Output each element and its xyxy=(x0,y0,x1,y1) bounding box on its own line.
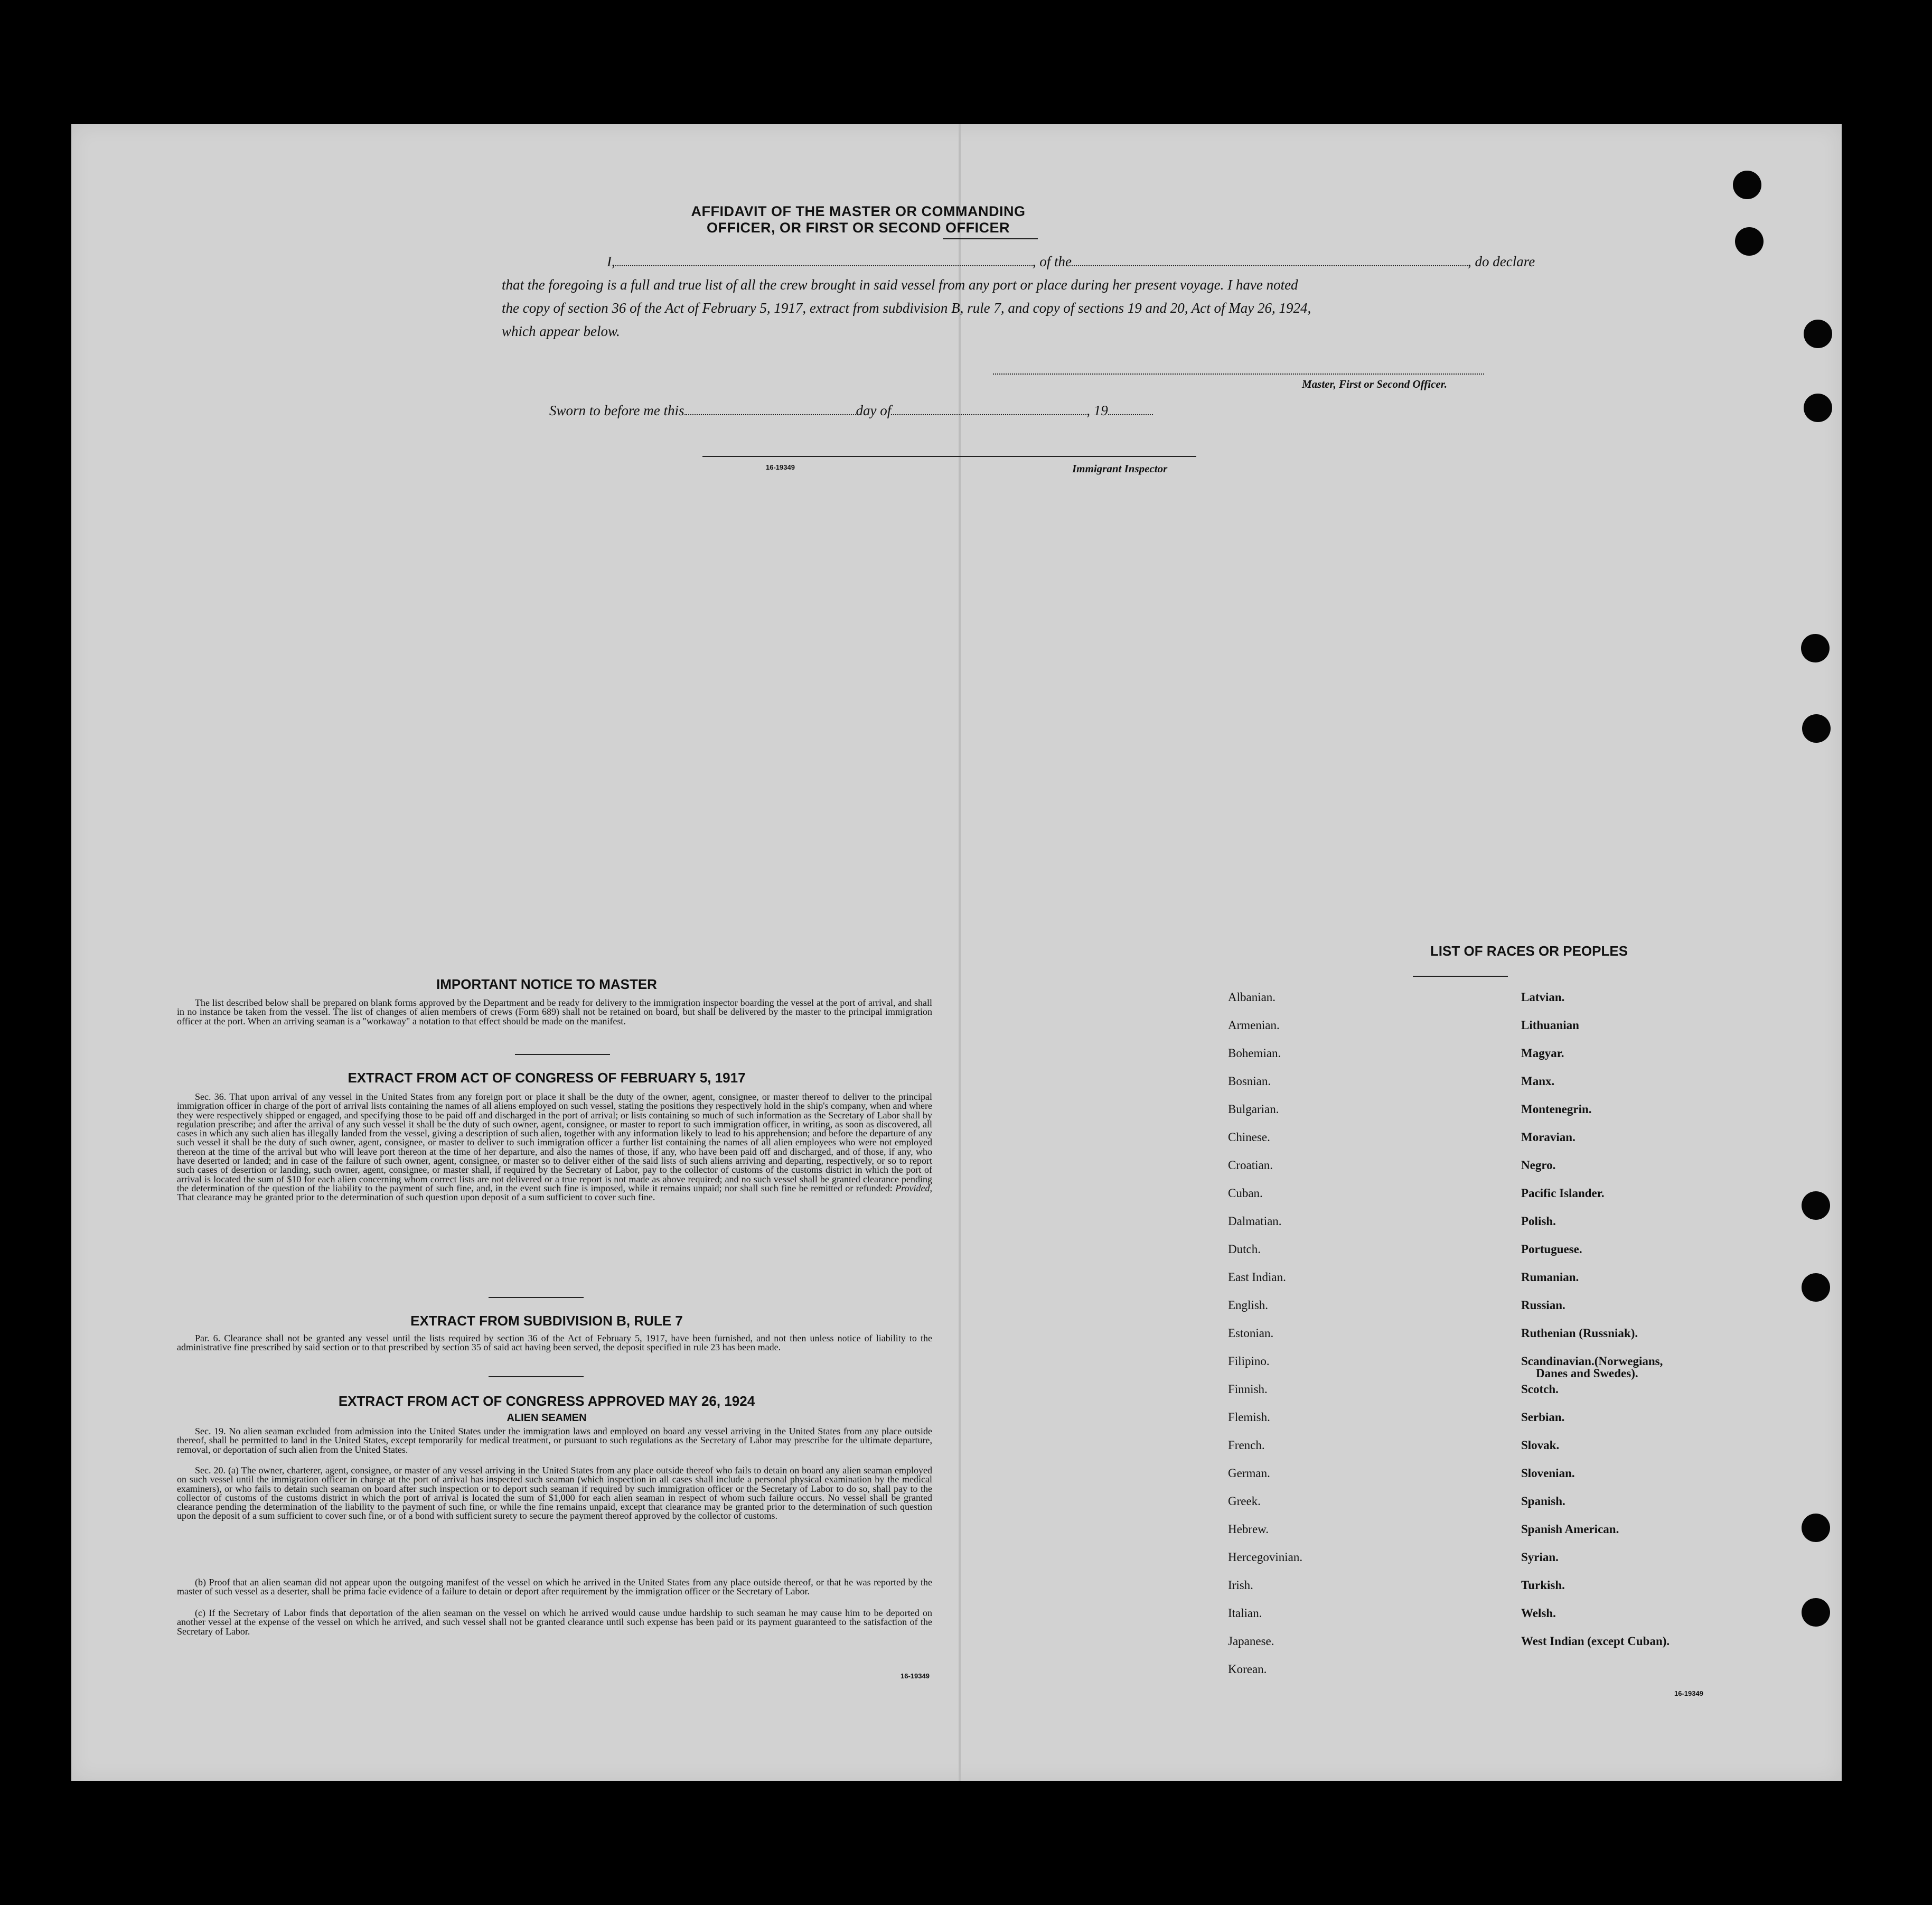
month-field[interactable] xyxy=(891,400,1086,415)
race-item: Irish. xyxy=(1228,1579,1253,1592)
race-item: Hebrew. xyxy=(1228,1523,1269,1536)
divider xyxy=(489,1376,584,1377)
race-item: Spanish American. xyxy=(1521,1523,1619,1536)
race-item: French. xyxy=(1228,1439,1265,1452)
race-item: Welsh. xyxy=(1521,1607,1556,1620)
race-item: Rumanian. xyxy=(1521,1271,1579,1284)
day-field[interactable] xyxy=(684,400,856,415)
day-of-label: day of xyxy=(856,403,892,418)
race-item: East Indian. xyxy=(1228,1271,1286,1284)
inspector-line[interactable] xyxy=(702,456,1196,457)
of-the-label: , of the xyxy=(1032,254,1072,269)
punch-hole xyxy=(1802,1598,1830,1627)
race-item: Finnish. xyxy=(1228,1383,1268,1396)
race-item: English. xyxy=(1228,1299,1269,1312)
race-item: Bulgarian. xyxy=(1228,1103,1279,1116)
race-item: Manx. xyxy=(1521,1075,1555,1088)
vessel-field[interactable] xyxy=(1072,251,1468,266)
race-item: Slovak. xyxy=(1521,1439,1560,1452)
extract-1917-title: EXTRACT FROM ACT OF CONGRESS OF FEBRUARY 5, 1917 xyxy=(348,1070,746,1086)
extract-1917-text xyxy=(177,1092,932,1202)
provided-label: Provided, xyxy=(895,1182,932,1193)
year-label: , 19 xyxy=(1086,403,1108,418)
race-item: Negro. xyxy=(1521,1159,1556,1172)
race-item: Slovenian. xyxy=(1521,1467,1575,1480)
race-item: Scotch. xyxy=(1521,1383,1559,1396)
notice-title: IMPORTANT NOTICE TO MASTER xyxy=(436,976,657,992)
notice-text: The list described below shall be prepared on blank forms approved by the Department and be ready for delivery to the immigration inspector boarding the vessel at the port of arrival, and shall in no instance be taken from the vessel. The list of changes of alien members of crews (Form 689) shall not be retained on board, but shall be delivered by the master to the principal immigration officer at the port. When an arriving seaman is a "workaway" a notation to that effect should be made on the manifest. xyxy=(177,997,932,1026)
divider xyxy=(515,1054,610,1055)
race-item: Flemish. xyxy=(1228,1411,1270,1424)
race-item: Russian. xyxy=(1521,1299,1565,1312)
race-item: Syrian. xyxy=(1521,1551,1559,1564)
race-item: Spanish. xyxy=(1521,1495,1565,1508)
punch-hole xyxy=(1735,227,1764,256)
race-item: Bosnian. xyxy=(1228,1075,1271,1088)
race-item: Serbian. xyxy=(1521,1411,1565,1424)
affidavit-line-1 xyxy=(502,250,1535,273)
race-item: Scandinavian.(Norwegians, xyxy=(1521,1355,1663,1368)
sec20b-text: (b) Proof that an alien seaman did not appear upon the outgoing manifest of the vessel on which he arrived in the United States from any place outside thereof, or that he was reported by the master of such vessel as a deserter, shall be prima facie evidence of a failure to detain or deport after requirement by the immigration officer or the Secretary of Labor. xyxy=(177,1577,932,1597)
race-item: Albanian. xyxy=(1228,991,1276,1004)
signature-label: Master, First or Second Officer. xyxy=(1302,378,1447,390)
race-item: Pacific Islander. xyxy=(1521,1187,1605,1200)
race-item: Chinese. xyxy=(1228,1131,1270,1144)
affidavit-line-4: which appear below. xyxy=(502,323,620,339)
race-item: Cuban. xyxy=(1228,1187,1263,1200)
center-fold xyxy=(959,124,961,1781)
race-item: Korean. xyxy=(1228,1663,1267,1676)
race-item: Filipino. xyxy=(1228,1355,1270,1368)
punch-hole xyxy=(1804,320,1832,348)
inspector-label: Immigrant Inspector xyxy=(1072,462,1168,475)
race-item: Portuguese. xyxy=(1521,1243,1582,1256)
sworn-label: Sworn to before me this xyxy=(549,403,684,418)
race-item: Bohemian. xyxy=(1228,1047,1281,1060)
sec20a-text: Sec. 20. (a) The owner, charterer, agent, consignee, or master of any vessel arriving in the United States from any place outside thereof who fails to detain on board any alien seaman employed on such vessel until the immigration officer in charge at the port of arrival has inspected such seaman (which inspection in all cases shall include a personal physical examination by the medical examiners), or who fails to detain such seaman on board after such inspection or to deport such seaman if required by such immigration officer or the Secretary of Labor to do so, shall pay to the collector of customs of the customs district in which the port of arrival is located the sum of $1,000 for each alien seaman in respect of whom such failure occurs. No vessel shall be granted clearance pending the determination of the liability to the payment of such fine, or while the fine remains unpaid, except that clearance may be granted prior to the determination of such question upon the deposit of a sum sufficient to cover such fine, or of a bond with sufficient surety to secure the payment thereof approved by the collector of customs. xyxy=(177,1465,932,1521)
punch-hole xyxy=(1802,714,1831,743)
race-item: Magyar. xyxy=(1521,1047,1564,1060)
race-item: Dutch. xyxy=(1228,1243,1261,1256)
do-declare-label: , do declare xyxy=(1468,254,1535,269)
race-item: Montenegrin. xyxy=(1521,1103,1592,1116)
extract-1924-title: EXTRACT FROM ACT OF CONGRESS APPROVED MAY 26, 1924 xyxy=(338,1393,755,1409)
name-field[interactable] xyxy=(615,251,1033,266)
race-item: Moravian. xyxy=(1521,1131,1575,1144)
alien-seamen-subtitle: ALIEN SEAMEN xyxy=(507,1412,587,1424)
form-number-right: 16-19349 xyxy=(1674,1689,1703,1697)
i-label: I, xyxy=(607,254,615,269)
race-item: Polish. xyxy=(1521,1215,1556,1228)
race-item: West Indian (except Cuban). xyxy=(1521,1635,1670,1648)
race-item: Lithuanian xyxy=(1521,1019,1579,1032)
rule7-text: Par. 6. Clearance shall not be granted any vessel until the lists required by section 36 of the Act of February 5, 1917, have been furnished, and not then unless notice of liability to the administrative fine prescribed by said section or to that prescribed by section 35 of said act having been served, the deposit specified in rule 23 has been made. xyxy=(177,1333,932,1353)
title-rule xyxy=(943,238,1038,239)
race-item: Hercegovinian. xyxy=(1228,1551,1303,1564)
race-item: German. xyxy=(1228,1467,1270,1480)
race-item: Dalmatian. xyxy=(1228,1215,1282,1228)
punch-hole xyxy=(1733,171,1761,199)
race-item: Latvian. xyxy=(1521,991,1565,1004)
sec19-text: Sec. 19. No alien seaman excluded from admission into the United States under the immigration laws and employed on board any vessel arriving in the United States from any place outside thereof, shall be permitted to land in the United States, except temporarily for medical treatment, or pursuant to such regulations as the Secretary of Labor may prescribe for the ultimate departure, removal, or deportation of such alien from the United States. xyxy=(177,1426,932,1455)
race-item: Greek. xyxy=(1228,1495,1261,1508)
race-item: Estonian. xyxy=(1228,1327,1274,1340)
year-field[interactable] xyxy=(1108,400,1153,415)
punch-hole xyxy=(1802,1514,1830,1542)
form-number: 16-19349 xyxy=(766,463,795,471)
race-item: Ruthenian (Russniak). xyxy=(1521,1327,1638,1340)
punch-hole xyxy=(1804,394,1832,422)
sec20c-text: (c) If the Secretary of Labor finds that deportation of the alien seaman on the vessel on which he arrived would cause undue hardship to such seaman he may cause him to be deported on another vessel at the expense of the vessel on which he arrived, and such vessel shall not be granted clearance until such expense has been paid or its payment guaranteed to the satisfaction of the Secretary of Labor. xyxy=(177,1608,932,1637)
race-item: Croatian. xyxy=(1228,1159,1273,1172)
form-number-left: 16-19349 xyxy=(901,1672,930,1680)
affidavit-line-3: the copy of section 36 of the Act of February 5, 1917, extract from subdivision B, rule 7, and copy of sections 19 and 20, Act of May 26, 1924, xyxy=(502,300,1311,316)
affidavit-title: AFFIDAVIT OF THE MASTER OR COMMANDING OFFICER, OR FIRST OR SECOND OFFICER xyxy=(691,203,1026,236)
races-title: LIST OF RACES OR PEOPLES xyxy=(1430,943,1628,959)
punch-hole xyxy=(1801,634,1830,662)
extract-1917-end: That clearance may be granted prior to the determination of such question upon deposit of a sum sufficient to cover such fine. xyxy=(177,1192,655,1203)
divider xyxy=(489,1297,584,1298)
sworn-line xyxy=(549,399,1511,422)
race-item: Japanese. xyxy=(1228,1635,1274,1648)
punch-hole xyxy=(1802,1273,1830,1302)
race-item: Turkish. xyxy=(1521,1579,1565,1592)
rule7-title: EXTRACT FROM SUBDIVISION B, RULE 7 xyxy=(410,1313,683,1329)
race-item: Italian. xyxy=(1228,1607,1262,1620)
punch-hole xyxy=(1802,1191,1830,1220)
race-item: Danes and Swedes). xyxy=(1536,1367,1638,1380)
affidavit-line-2: that the foregoing is a full and true list of all the crew brought in said vessel from any port or place during her present voyage. I have noted xyxy=(502,277,1298,293)
races-title-rule xyxy=(1413,976,1508,977)
signature-line[interactable] xyxy=(993,372,1484,375)
race-item: Armenian. xyxy=(1228,1019,1280,1032)
document-sheet xyxy=(71,124,1842,1781)
extract-1917-body: Sec. 36. That upon arrival of any vessel in the United States from any foreign port or place it shall be the duty of the owner, agent, consignee, or master thereof to deliver to the principal immigration officer in charge of the port of arrival lists containing the names of all aliens employed on such vessel, stating the positions they respectively hold in the ship's company, when and where they were respectively shipped or engaged, and specifying those to be paid off and discharged in the port of arrival; or lists containing so much of such information as the Secretary of Labor shall by regulation prescribe; and after the arrival of any such vessel it shall be the duty of such owner, agent, consignee, or master to report to such immigration officer, in writing, as soon as discovered, all cases in which any such alien has illegally landed from the vessel, giving a description of such alien, together with any information likely to lead to his apprehension; and before the departure of any such vessel it shall be the duty of such owner, agent, consignee, or master to deliver to such immigration officer a further list containing the names of all alien employees who were not employed thereon at the time of the arrival but who will leave port thereon at the time of her departure, and also the names of those, if any, who have been paid off and discharged, and of those, if any, who have deserted or landed; and in case of the failure of such owner, agent, consignee, or master so to deliver either of the said lists of such aliens arriving and departing, respectively, or so to report such cases of desertion or landing, such owner, agent, consignee, or master shall, if required by the Secretary of Labor, pay to the collector of customs of the customs district in which the port of arrival is located the sum of $10 for each alien concerning whom correct lists are not delivered or a true report is not made as above required; and no such vessel shall be granted clearance pending the determination of the question of the liability to the payment of such fine, and, in the event such fine is imposed, while it remains unpaid; nor shall such fine be remitted or refunded: xyxy=(177,1091,932,1193)
